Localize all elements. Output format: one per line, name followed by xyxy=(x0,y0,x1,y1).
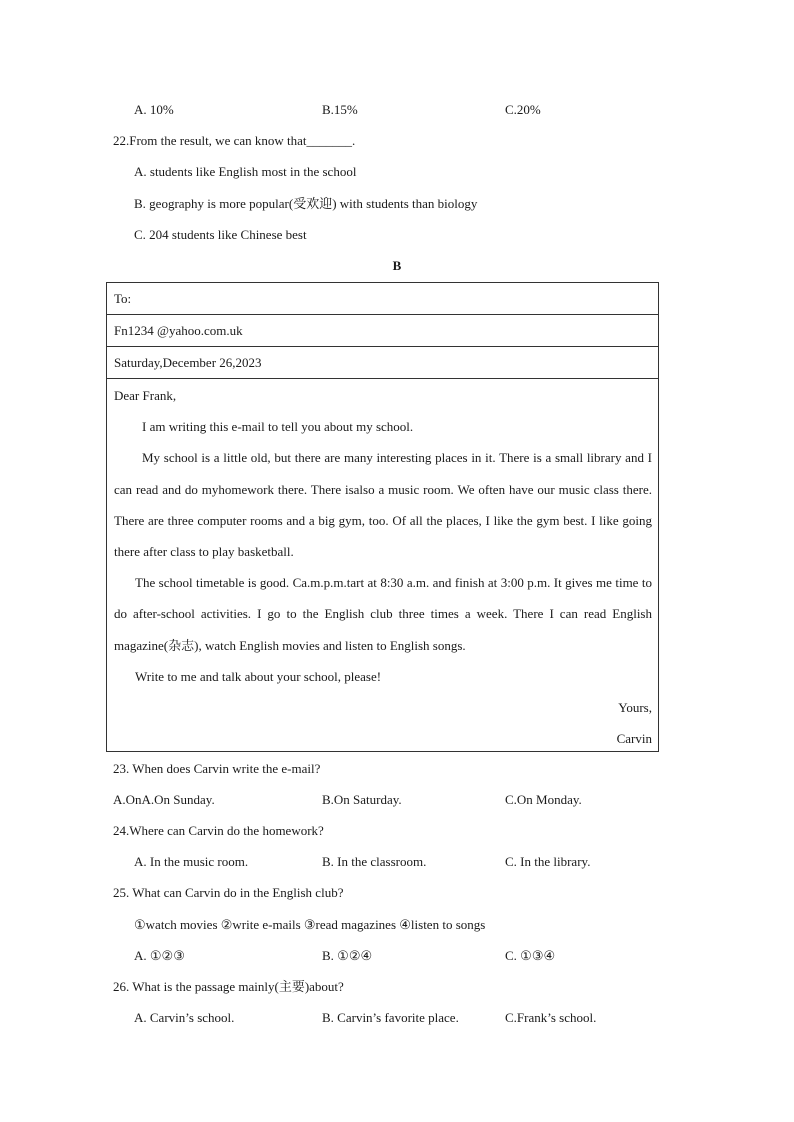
email-date-row xyxy=(107,347,658,379)
email-address: Fn1234 @yahoo.com.uk xyxy=(114,323,243,338)
q25-option-c: C. ①③④ xyxy=(505,948,556,963)
q23-option-c: C.On Monday. xyxy=(505,792,582,807)
email-date: Saturday,December 26,2023 xyxy=(114,355,262,370)
q21-option-a: A. 10% xyxy=(134,102,174,117)
q21-option-c: C.20% xyxy=(505,102,541,117)
email-address-row xyxy=(107,315,658,347)
email-to-label: To: xyxy=(114,291,132,306)
q25-items: ①watch movies ②write e-mails ③read magazines ④listen to songs xyxy=(134,917,486,932)
email-paragraph-1: I am writing this e-mail to tell you about my school. xyxy=(142,419,414,435)
q24-option-a: A. In the music room. xyxy=(134,854,249,869)
section-b-title: B xyxy=(392,258,402,273)
email-closing: Yours, xyxy=(618,700,652,716)
email-to-row xyxy=(107,283,658,315)
q22-option-a: A. students like English most in the school xyxy=(134,164,357,179)
q21-option-b: B.15% xyxy=(322,102,358,117)
email-body xyxy=(114,380,652,754)
email-signature: Carvin xyxy=(616,731,652,747)
q23-stem: 23. When does Carvin write the e-mail? xyxy=(113,761,321,776)
email-paragraph-4: Write to me and talk about your school, please! xyxy=(135,668,382,684)
q25-option-a: A. ①②③ xyxy=(134,948,185,963)
q26-option-c: C.Frank’s school. xyxy=(505,1010,597,1025)
email-greeting: Dear Frank, xyxy=(114,388,177,403)
q24-option-c: C. In the library. xyxy=(505,854,591,869)
q24-option-b: B. In the classroom. xyxy=(322,854,427,869)
email-paragraph-3: The school timetable is good. Ca.m.p.m.tart at 8:30 a.m. and finish at 3:00 p.m. It gives me time to do after-school activities. I go to the English club three times a week. There I can read English magazine(杂志), watch English movies and listen to English songs. xyxy=(114,575,652,653)
q22-stem: 22.From the result, we can know that_______. xyxy=(113,133,356,148)
q26-stem: 26. What is the passage mainly(主要)about? xyxy=(113,979,344,994)
q23-option-b: B.On Saturday. xyxy=(322,792,402,807)
q25-option-b: B. ①②④ xyxy=(322,948,373,963)
q26-option-b: B. Carvin’s favorite place. xyxy=(322,1010,459,1025)
q25-stem: 25. What can Carvin do in the English club? xyxy=(113,885,344,900)
email-box xyxy=(106,282,659,752)
q24-stem: 24.Where can Carvin do the homework? xyxy=(113,823,324,838)
q26-option-a: A. Carvin’s school. xyxy=(134,1010,235,1025)
q22-option-b: B. geography is more popular(受欢迎) with students than biology xyxy=(134,196,478,211)
q22-option-c: C. 204 students like Chinese best xyxy=(134,227,307,242)
q23-option-a: A.OnA.On Sunday. xyxy=(113,792,215,807)
email-paragraph-2: My school is a little old, but there are many interesting places in it. There is a small library and I can read and do myhomework there. There isalso a music room. We often have our music class there. There are three computer rooms and a big gym, too. Of all the places, I like the gym best. I like going there after class to play basketball. xyxy=(114,450,652,560)
